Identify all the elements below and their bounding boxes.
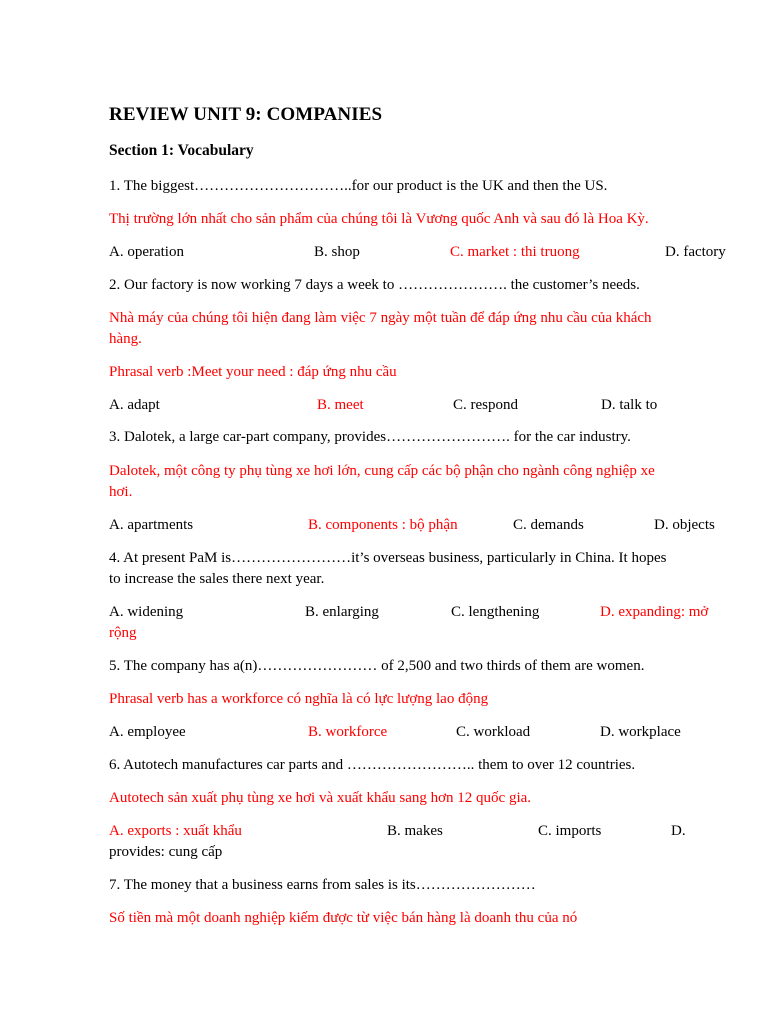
question-4-option-b: B. enlarging (305, 604, 379, 620)
question-3-translation-line-1: Dalotek, một công ty phụ tùng xe hơi lớn, cung cấp các bộ phận cho ngành công nghiệp xe (109, 463, 655, 479)
question-4-line-1: 4. At present PaM is……………………it’s overseas business, particularly in China. It hopes (109, 550, 667, 566)
question-6: 6. Autotech manufactures car parts and …………………….. them to over 12 countries. (109, 757, 636, 773)
question-6-option-a: A. exports : xuất khẩu (109, 823, 242, 839)
question-4-option-d-wrap: rộng (109, 625, 137, 641)
question-7-translation: Số tiền mà một doanh nghiệp kiếm được từ việc bán hàng là doanh thu của nó (109, 910, 578, 926)
question-1-option-a: A. operation (109, 244, 184, 260)
question-3-option-d: D. objects (654, 517, 715, 533)
question-6-option-b: B. makes (387, 823, 443, 839)
question-2-translation-line-2: hàng. (109, 331, 142, 347)
question-5-option-d: D. workplace (600, 724, 681, 740)
question-3-option-b: B. components : bộ phận (308, 517, 458, 533)
section-heading: Section 1: Vocabulary (109, 142, 254, 159)
question-1-translation: Thị trường lớn nhất cho sản phẩm của chúng tôi là Vương quốc Anh và sau đó là Hoa Kỳ. (109, 211, 649, 227)
question-2-translation-line-1: Nhà máy của chúng tôi hiện đang làm việc 7 ngày một tuần để đáp ứng nhu cầu của khách (109, 310, 652, 326)
question-3-translation-line-2: hơi. (109, 484, 133, 500)
question-4-line-2: to increase the sales there next year. (109, 571, 325, 587)
question-3-option-a: A. apartments (109, 517, 194, 533)
question-2-note: Phrasal verb :Meet your need : đáp ứng nhu cầu (109, 364, 397, 380)
question-2: 2. Our factory is now working 7 days a week to …………………. the customer’s needs. (109, 277, 640, 293)
question-4-option-a: A. widening (109, 604, 184, 620)
question-5-note: Phrasal verb has a workforce có nghĩa là có lực lượng lao động (109, 691, 489, 707)
question-2-option-a: A. adapt (109, 397, 160, 413)
question-2-option-c: C. respond (453, 397, 518, 413)
question-6-option-d: D. (671, 823, 686, 839)
question-1-option-b: B. shop (314, 244, 360, 260)
page-title: REVIEW UNIT 9: COMPANIES (109, 104, 383, 125)
question-5-option-b: B. workforce (308, 724, 388, 740)
question-1: 1. The biggest…………………………..for our product is the UK and then the US. (109, 178, 608, 194)
question-6-option-d-wrap: provides: cung cấp (109, 844, 223, 860)
question-5-option-a: A. employee (109, 724, 186, 740)
question-7: 7. The money that a business earns from sales is its…………………… (109, 877, 536, 893)
question-1-option-d: D. factory (665, 244, 726, 260)
question-5: 5. The company has a(n)…………………… of 2,500 and two thirds of them are women. (109, 658, 645, 674)
question-2-option-b: B. meet (317, 397, 364, 413)
question-6-translation: Autotech sản xuất phụ tùng xe hơi và xuất khẩu sang hơn 12 quốc gia. (109, 790, 532, 806)
question-5-option-c: C. workload (456, 724, 531, 740)
question-3-option-c: C. demands (513, 517, 584, 533)
question-4-option-c: C. lengthening (451, 604, 540, 620)
question-1-option-c: C. market : thi truong (450, 244, 580, 260)
question-4-option-d: D. expanding: mở (600, 604, 709, 620)
question-3: 3. Dalotek, a large car-part company, provides……………………. for the car industry. (109, 429, 631, 445)
question-6-option-c: C. imports (538, 823, 602, 839)
question-2-option-d: D. talk to (601, 397, 658, 413)
